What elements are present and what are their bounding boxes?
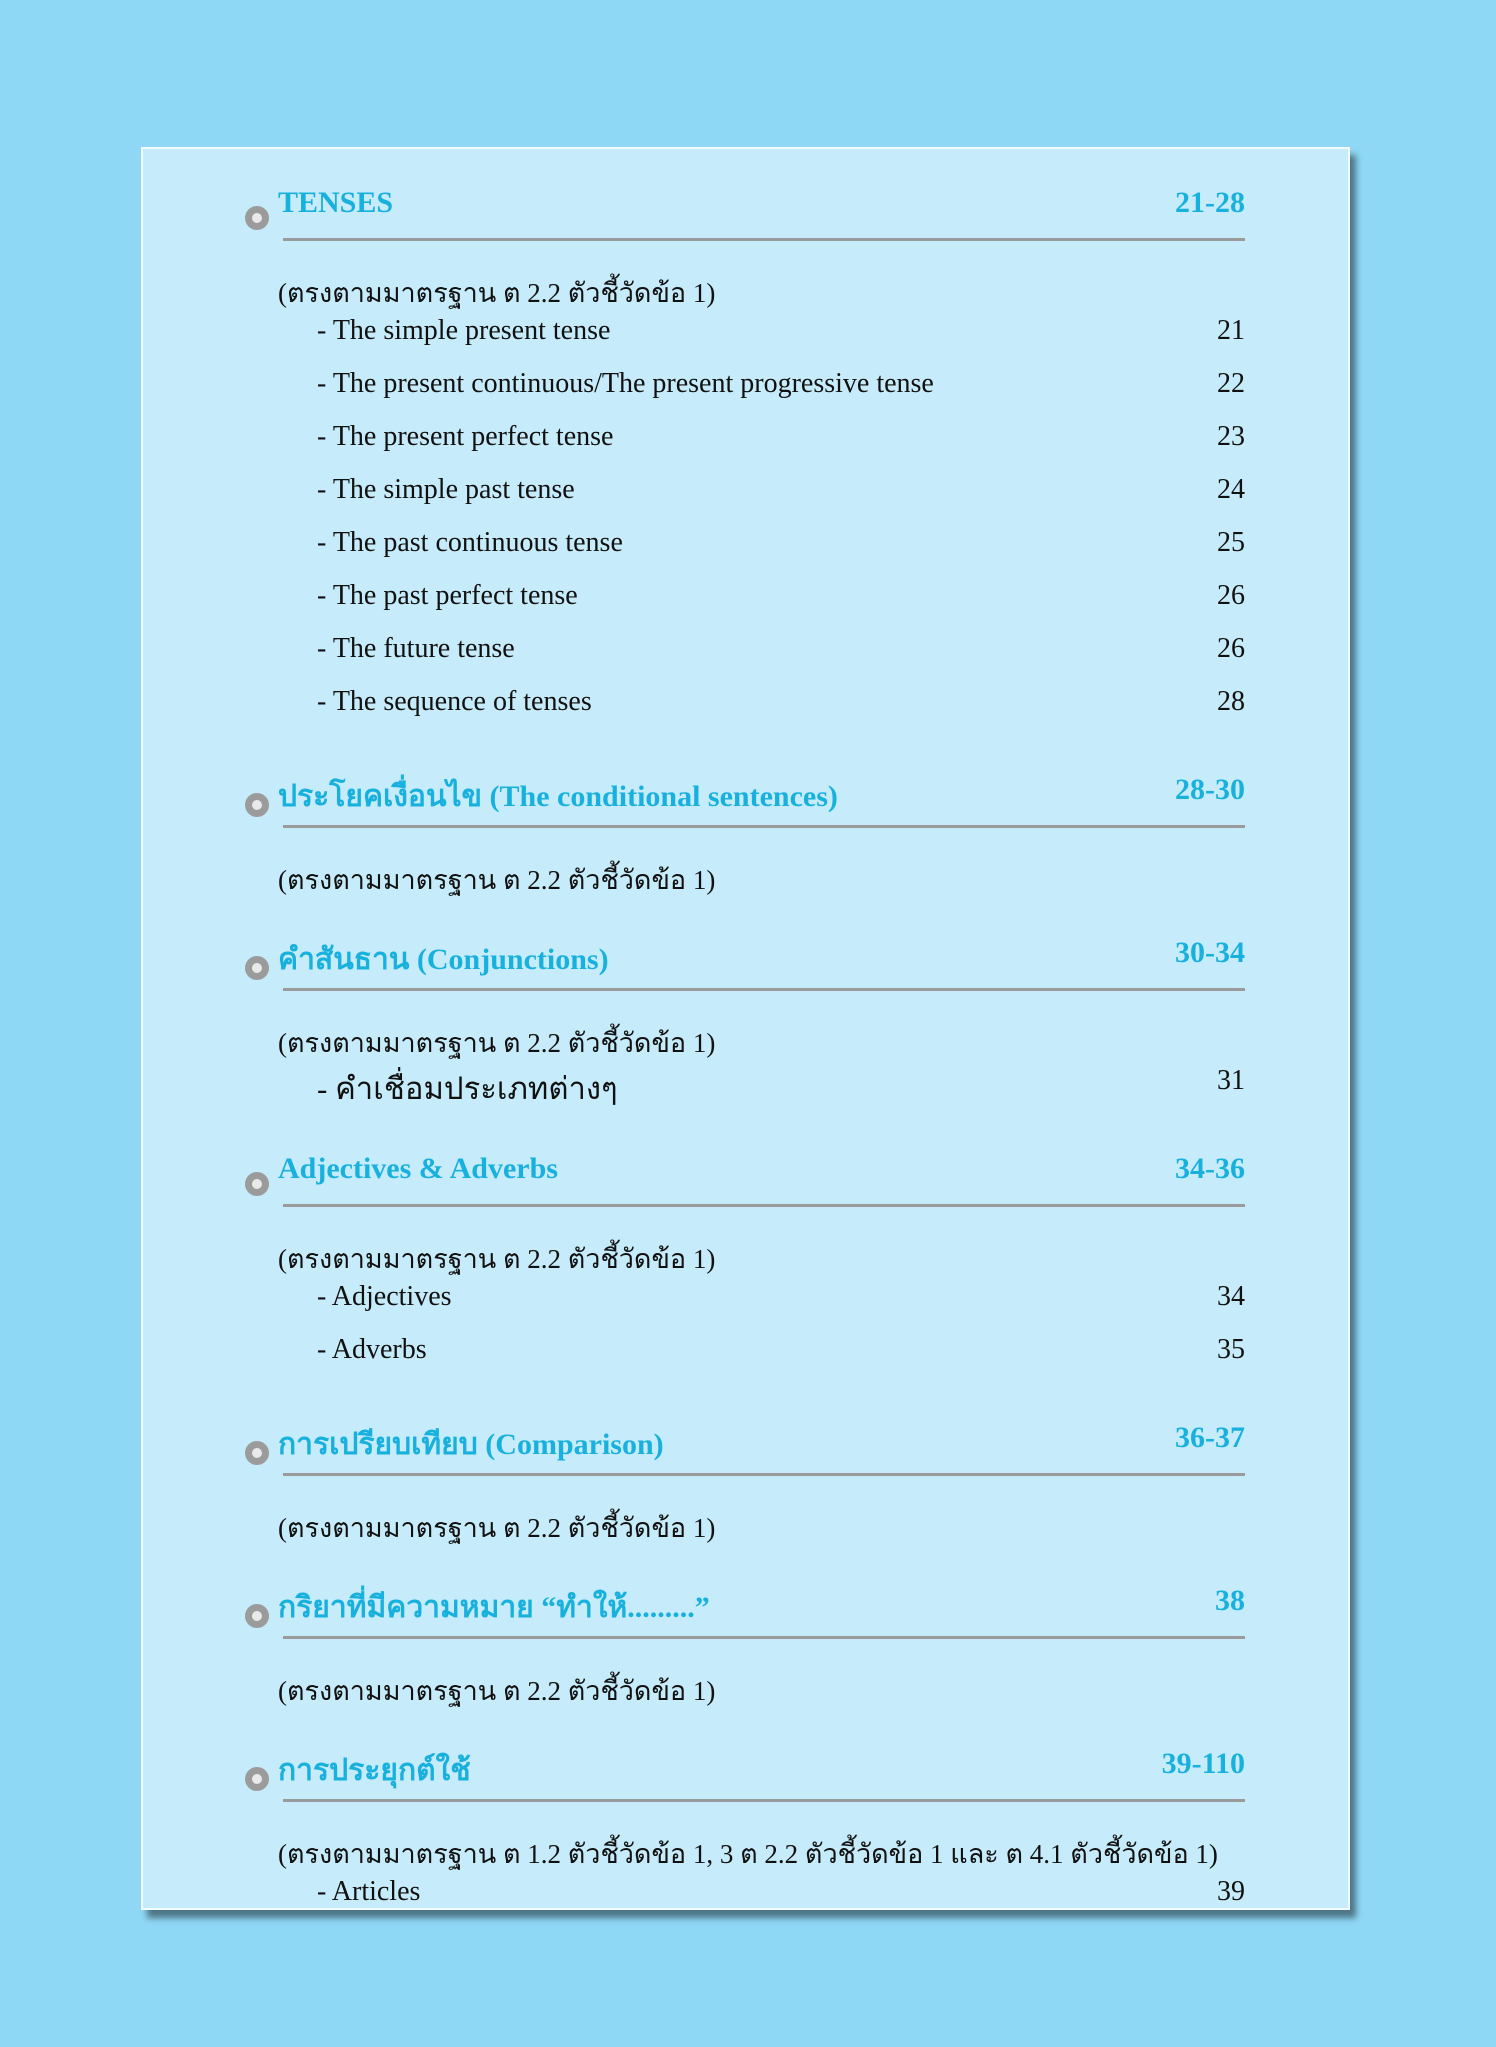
item-page: 23	[1217, 421, 1245, 452]
bullet-icon	[245, 1767, 269, 1791]
item-page: 24	[1217, 474, 1245, 505]
toc-section-tenses	[245, 174, 1245, 735]
standard-note: (ตรงตามมาตรฐาน ต 2.2 ตัวชี้วัดข้อ 1)	[278, 1513, 716, 1543]
section-page-range: 30-34	[1175, 936, 1245, 969]
item-page: 21	[1217, 315, 1245, 346]
item-page: 26	[1217, 580, 1245, 611]
section-page-range: 39-110	[1161, 1747, 1245, 1780]
item-page: 35	[1217, 1334, 1245, 1365]
toc-section-conditional	[245, 761, 1245, 898]
item-label: - The past continuous tense	[317, 527, 623, 558]
toc-item[interactable]	[317, 576, 1245, 629]
toc-item[interactable]	[317, 417, 1245, 470]
bullet-icon	[245, 956, 269, 980]
section-page-range: 36-37	[1175, 1421, 1245, 1454]
item-page: 31	[1217, 1065, 1245, 1096]
standard-note: (ตรงตามมาตรฐาน ต 2.2 ตัวชี้วัดข้อ 1)	[278, 1244, 716, 1274]
toc-item[interactable]	[317, 523, 1245, 576]
item-label: - Adverbs	[317, 1334, 427, 1365]
section-heading[interactable]	[278, 761, 1245, 828]
standard-note: (ตรงตามมาตรฐาน ต 2.2 ตัวชี้วัดข้อ 1)	[278, 1676, 716, 1706]
item-label: - The simple past tense	[317, 474, 575, 505]
item-label: - คำเชื่อมประเภทต่างๆ	[317, 1071, 618, 1106]
toc-item[interactable]	[317, 629, 1245, 682]
item-page: 28	[1217, 686, 1245, 717]
section-heading[interactable]	[278, 174, 1245, 241]
bullet-icon	[245, 206, 269, 230]
item-page: 22	[1217, 368, 1245, 399]
section-page-range: 21-28	[1175, 186, 1245, 219]
bullet-icon	[245, 1604, 269, 1628]
toc-item[interactable]	[317, 1061, 1245, 1114]
item-label: - The sequence of tenses	[317, 686, 592, 717]
bullet-icon	[245, 1172, 269, 1196]
toc-section-causative-verbs	[245, 1572, 1245, 1709]
item-page: 34	[1217, 1281, 1245, 1312]
item-label: - Adjectives	[317, 1281, 452, 1312]
item-label: - The past perfect tense	[317, 580, 578, 611]
item-page: 39	[1217, 1876, 1245, 1907]
item-label: - The present perfect tense	[317, 421, 614, 452]
standard-note: (ตรงตามมาตรฐาน ต 2.2 ตัวชี้วัดข้อ 1)	[278, 865, 716, 895]
item-page: 25	[1217, 527, 1245, 558]
section-title: ประโยคเงื่อนไข (The conditional sentences)	[278, 780, 838, 813]
toc-item[interactable]	[317, 1330, 1245, 1383]
item-label: - The future tense	[317, 633, 515, 664]
section-page-range: 28-30	[1175, 773, 1245, 806]
section-title: TENSES	[278, 186, 394, 219]
item-label: - The present continuous/The present progressive tense	[317, 368, 934, 399]
item-label: - Articles	[317, 1876, 421, 1907]
toc-item[interactable]	[317, 682, 1245, 735]
section-heading[interactable]	[278, 1735, 1245, 1802]
item-page: 26	[1217, 633, 1245, 664]
table-of-contents	[245, 174, 1245, 1951]
item-label: - The simple present tense	[317, 315, 611, 346]
standard-note: (ตรงตามมาตรฐาน ต 1.2 ตัวชี้วัดข้อ 1, 3 ต 2.2 ตัวชี้วัดข้อ 1 และ ต 4.1 ตัวชี้วัดข้อ 1)	[278, 1839, 1218, 1869]
section-page-range: 38	[1215, 1584, 1245, 1617]
section-heading[interactable]	[278, 1409, 1245, 1476]
toc-item[interactable]	[317, 311, 1245, 364]
toc-section-comparison	[245, 1409, 1245, 1546]
bullet-icon	[245, 793, 269, 817]
bullet-icon	[245, 1441, 269, 1465]
toc-item[interactable]	[317, 470, 1245, 523]
toc-item[interactable]	[317, 364, 1245, 417]
section-heading[interactable]	[278, 924, 1245, 991]
section-title: คำสันธาน (Conjunctions)	[278, 943, 609, 976]
toc-item[interactable]	[317, 1872, 1245, 1925]
section-heading[interactable]	[278, 1140, 1245, 1207]
section-heading[interactable]	[278, 1572, 1245, 1639]
toc-section-application	[245, 1735, 1245, 1925]
toc-section-adjectives-adverbs	[245, 1140, 1245, 1383]
section-title: การประยุกต์ใช้	[278, 1754, 471, 1787]
section-title: กริยาที่มีความหมาย “ทำให้.........”	[278, 1591, 710, 1624]
toc-item[interactable]	[317, 1277, 1245, 1330]
standard-note: (ตรงตามมาตรฐาน ต 2.2 ตัวชี้วัดข้อ 1)	[278, 1028, 716, 1058]
toc-page	[141, 147, 1350, 1910]
toc-section-conjunctions	[245, 924, 1245, 1114]
section-title: การเปรียบเทียบ (Comparison)	[278, 1428, 664, 1461]
section-page-range: 34-36	[1175, 1152, 1245, 1185]
standard-note: (ตรงตามมาตรฐาน ต 2.2 ตัวชี้วัดข้อ 1)	[278, 278, 716, 308]
section-title: Adjectives & Adverbs	[278, 1152, 558, 1185]
